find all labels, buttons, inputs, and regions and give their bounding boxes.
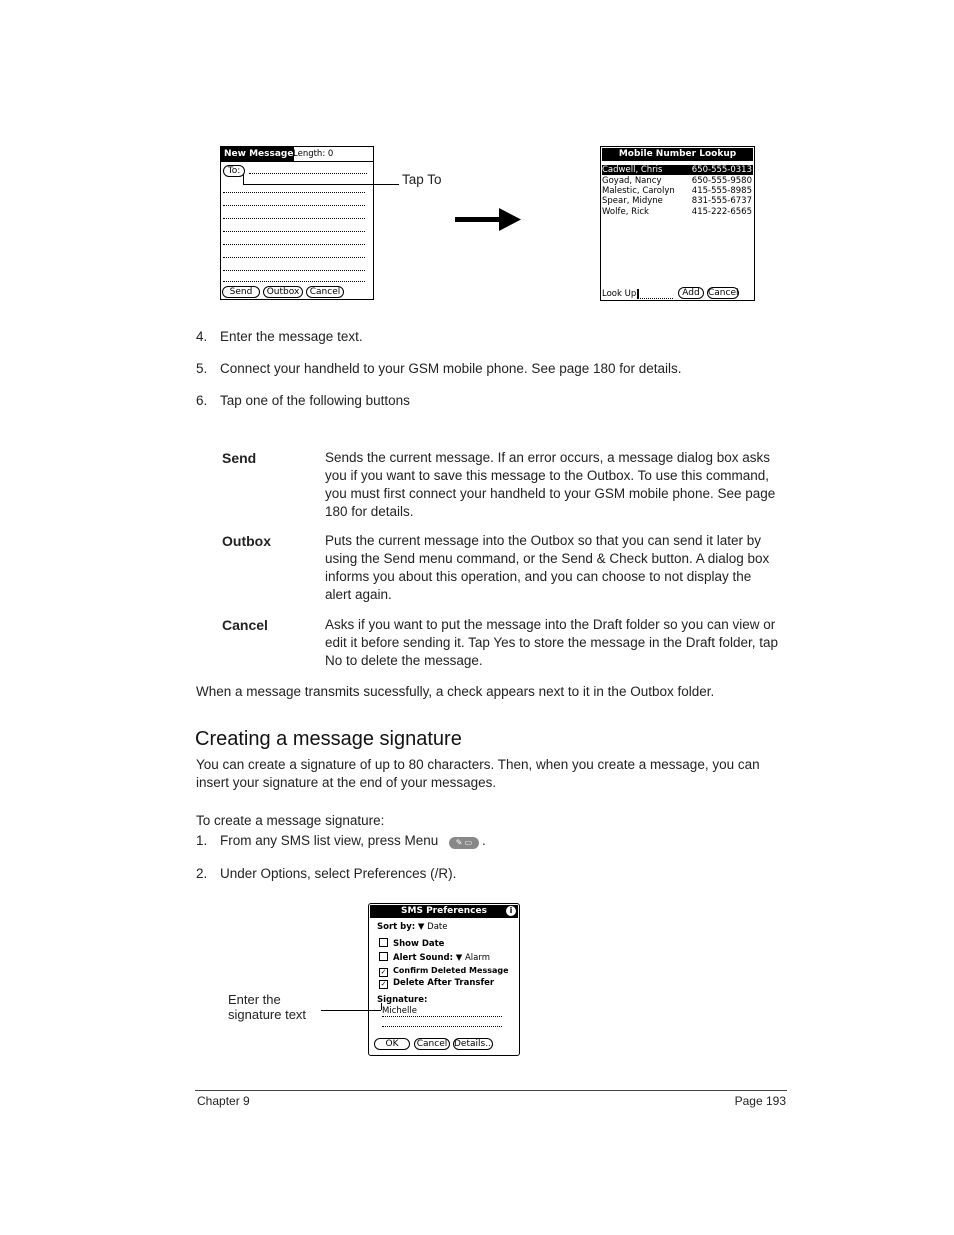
step-5 (196, 360, 682, 378)
cancel-button[interactable]: Cancel (306, 286, 344, 298)
footer-rule (195, 1090, 787, 1091)
alert-sound-row (379, 952, 490, 964)
contact-row[interactable] (602, 186, 753, 196)
step-number: 2. (196, 866, 208, 881)
contact-row[interactable] (602, 165, 753, 175)
details-button[interactable]: Details... (454, 1039, 494, 1049)
length-label: Length: 0 (293, 149, 334, 159)
alert-sound-dropdown[interactable] (456, 953, 490, 963)
triangle-down-icon: ▼ (417, 922, 425, 932)
procedure-heading: To create a message signature: (196, 813, 385, 828)
contact-name: Spear, Midyne (602, 196, 663, 206)
callout-line-1: Enter the (228, 992, 281, 1007)
step-text: From any SMS list view, press Menu (220, 833, 439, 848)
definition-cancel: Asks if you want to put the message into the Draft folder so you can view or edit it before sending it. Tap Yes to store the message in the Draft folder, tap No to delete the message. (325, 617, 779, 668)
signature-callout-line (321, 1010, 381, 1011)
contact-number: 415-222-6565 (691, 207, 752, 217)
step-number: 4. (196, 329, 208, 344)
to-button[interactable]: To: (223, 165, 245, 177)
signature-callout-line (381, 1003, 382, 1010)
section-heading: Creating a message signature (195, 728, 462, 750)
term-outbox: Outbox (222, 533, 271, 549)
lookup-input[interactable] (637, 289, 673, 299)
definition-send: Sends the current message. If an error occurs, a message dialog box asks you if you want to save this message to the Outbox. To use this command, you must first connect your handheld to your GSM mobile phone. See page 180 for details. (325, 450, 776, 519)
sort-by-row (377, 922, 447, 933)
contact-name: Goyad, Nancy (602, 176, 662, 186)
new-message-title: New Message (221, 147, 294, 161)
contact-row[interactable] (602, 196, 753, 206)
signature-value[interactable]: Michelle (382, 1006, 417, 1016)
show-date-row[interactable] (379, 938, 444, 950)
checked-checkbox-icon[interactable]: ✓ (380, 968, 387, 976)
step-1-period: . (482, 833, 486, 848)
sms-preferences-screenshot (368, 903, 520, 1056)
tap-to-callout-line (243, 174, 399, 185)
triangle-down-icon: ▼ (455, 953, 463, 963)
contact-number: 831-555-6737 (691, 196, 752, 206)
step-number: 5. (196, 361, 208, 376)
mobile-number-lookup-screenshot (600, 146, 755, 301)
term-cancel: Cancel (222, 617, 268, 633)
lookup-label: Look Up: (602, 289, 640, 299)
new-message-screenshot (220, 146, 374, 300)
sort-by-label: Sort by: (377, 922, 416, 932)
delete-after-transfer-row[interactable] (379, 978, 494, 989)
checkbox-icon[interactable] (379, 938, 388, 947)
contact-name: Malestic, Carolyn (602, 186, 675, 196)
outbox-button[interactable]: Outbox (263, 286, 303, 298)
menu-key-icon: ✎ ▭ (449, 837, 479, 849)
lookup-title: Mobile Number Lookup (602, 148, 753, 161)
sms-preferences-title: SMS Preferences (370, 905, 518, 918)
lookup-cancel-button[interactable]: Cancel (708, 288, 739, 298)
contact-row[interactable] (602, 176, 753, 186)
footer-chapter: Chapter 9 (197, 1094, 250, 1108)
step-number: 6. (196, 393, 208, 408)
step-number: 1. (196, 833, 208, 848)
contact-name: Cadwell, Chris (602, 165, 663, 175)
prefs-cancel-button[interactable]: Cancel (414, 1038, 450, 1050)
send-button[interactable]: Send (222, 286, 260, 298)
alert-sound-value: Alarm (464, 953, 490, 963)
contact-row[interactable] (602, 207, 753, 217)
tap-to-callout: Tap To (402, 172, 442, 187)
signature-label: Signature: (377, 995, 428, 1005)
contact-name: Wolfe, Rick (602, 207, 649, 217)
ok-button[interactable]: OK (374, 1038, 410, 1050)
delete-after-transfer-label: Delete After Transfer (393, 978, 495, 988)
info-icon[interactable]: i (506, 906, 516, 916)
sort-by-dropdown[interactable] (418, 922, 448, 932)
confirm-deleted-label: Confirm Deleted Message (393, 966, 509, 975)
right-arrow-icon (455, 206, 523, 234)
confirm-deleted-row[interactable] (379, 965, 509, 977)
step-text: Tap one of the following buttons (220, 393, 410, 408)
sort-by-value: Date (427, 922, 448, 932)
signature-paragraph: You can create a signature of up to 80 characters. Then, when you create a message, you can insert your signature at the end of your messages. (196, 757, 760, 790)
step-text: Under Options, select Preferences (/R). (220, 866, 457, 881)
contact-number: 650-555-9580 (691, 176, 752, 186)
alert-sound-label: Alert Sound: (393, 953, 454, 963)
step-1 (196, 832, 439, 850)
step-6 (196, 392, 410, 410)
footer-page: Page 193 (734, 1094, 786, 1108)
step-text: Enter the message text. (220, 329, 363, 344)
step-text: Connect your handheld to your GSM mobile phone. See page 180 for details. (220, 361, 682, 376)
signature-callout (228, 992, 306, 1022)
term-send: Send (222, 450, 257, 466)
checked-checkbox-icon[interactable]: ✓ (380, 980, 387, 988)
show-date-label: Show Date (393, 939, 445, 949)
step-2 (196, 865, 457, 883)
checkbox-icon[interactable] (379, 952, 388, 961)
transmit-paragraph: When a message transmits sucessfully, a check appears next to it in the Outbox folder. (196, 684, 715, 699)
definition-outbox: Puts the current message into the Outbox so that you can send it later by using the Send menu command, or the Send & Check button. A dialog box informs you about this operation, and you can choose to not display the alert again. (325, 533, 770, 602)
step-4 (196, 328, 363, 346)
callout-line-2: signature text (228, 1007, 307, 1022)
add-button[interactable]: Add (678, 287, 704, 299)
contact-number: 415-555-8985 (691, 186, 752, 196)
contact-number: 650-555-0313 (691, 165, 752, 175)
